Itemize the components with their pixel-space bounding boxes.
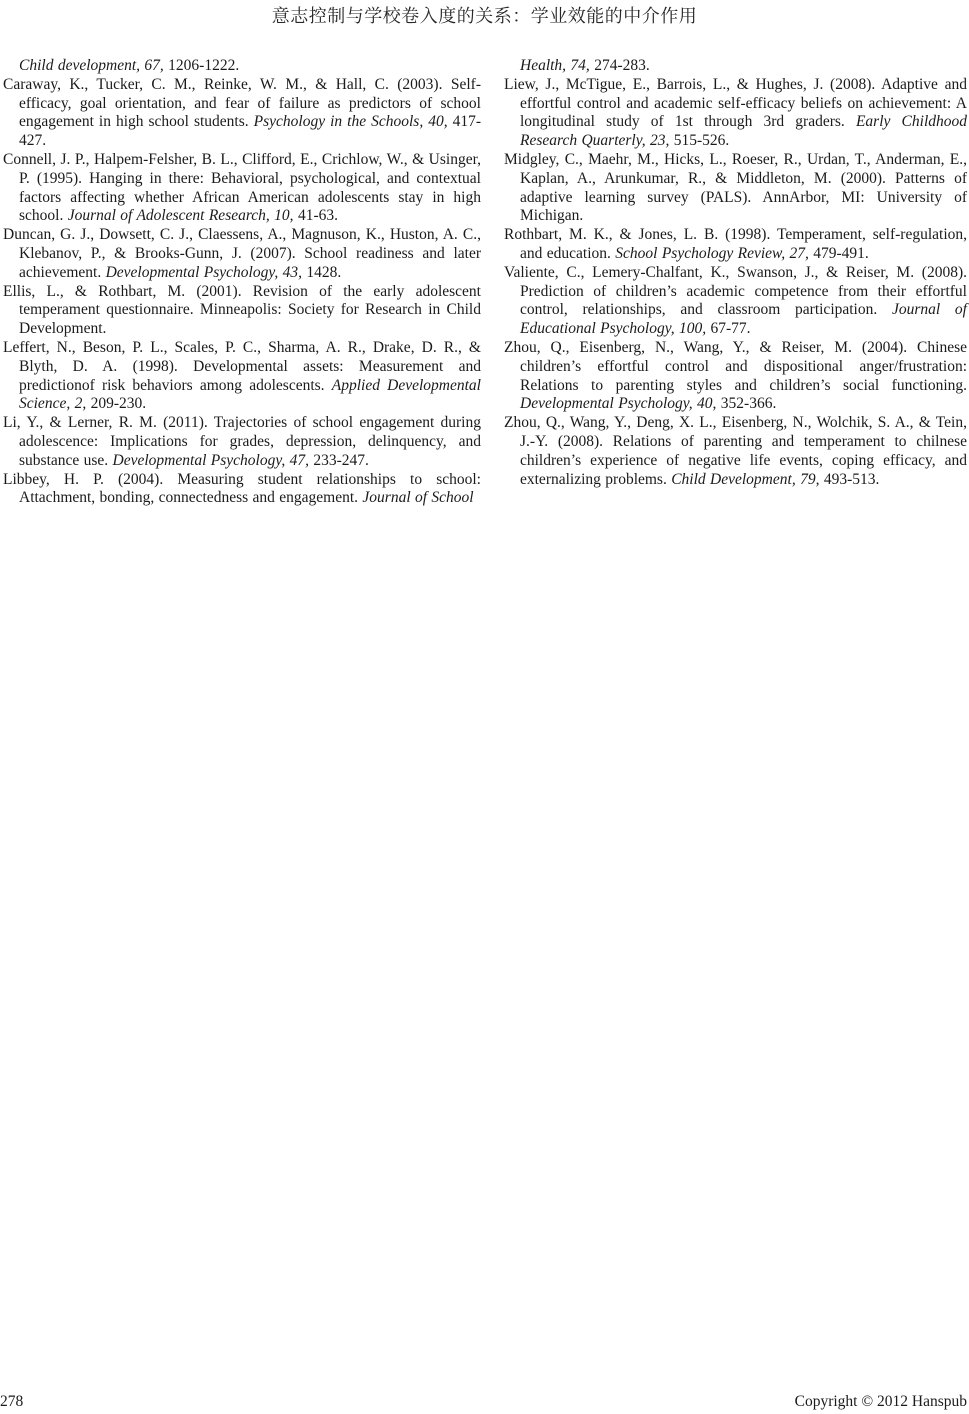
reference-text-segment: 479-491. — [813, 244, 869, 262]
reference-text-segment: Midgley, C., Maehr, M., Hicks, L., Roeser, R., Urdan, T., Anderman, E., Kaplan, A., Arunkumar, R., & Middleton, M. (2000). Patterns of adaptive learning survey (PALS). AnnArbor, MI: University of Michigan. — [504, 150, 967, 225]
reference-text-segment: 41-63. — [297, 207, 338, 225]
reference-journal-segment: Early Childhood Research Quarterly, 23, — [520, 113, 967, 150]
reference-journal-segment: Child Development, 79, — [671, 470, 824, 488]
reference-text-segment: Rothbart, M. K., & Jones, L. B. (1998). Temperament, self-regulation, and education. — [504, 226, 967, 262]
page-header-title: 意志控制与学校卷入度的关系：学业效能的中介作用 — [271, 6, 698, 26]
reference-journal-segment: Journal of Educational Psychology, 100, — [520, 301, 967, 338]
reference-text-segment: Valiente, C., Lemery-Chalfant, K., Swanson, J., & Reiser, M. (2008). Prediction of children’s academic competence from their effortful control, relationships, and classroom participation. — [504, 263, 967, 319]
reference-text-segment: 515-526. — [673, 132, 730, 150]
reference-entry — [3, 414, 481, 470]
reference-entry — [3, 283, 481, 339]
reference-entry — [3, 76, 481, 151]
reference-text-segment: Caraway, K., Tucker, C. M., Reinke, W. M., & Hall, C. (2003). Self-efficacy, goal orientation, and fear of failure as predictors of school engagement in high school students. — [3, 75, 481, 131]
reference-text-segment: 233-247. — [313, 451, 369, 469]
reference-journal-segment: Journal of Adolescent Research, 10, — [67, 207, 298, 225]
reference-journal-segment: Developmental Psychology, 47, — [112, 451, 314, 469]
reference-entry — [504, 414, 967, 489]
reference-text-segment: Leffert, N., Beson, P. L., Scales, P. C., Sharma, A. R., Drake, D. R., & Blyth, D. A. (1998). Developmental assets: Measurement and predictionof risk behaviors among adolescents. — [3, 338, 481, 394]
references-column-left — [3, 57, 481, 508]
reference-journal-segment: Psychology in the Schools, 40, — [253, 113, 453, 131]
reference-text-segment: 209-230. — [90, 395, 147, 413]
reference-entry — [3, 57, 481, 76]
reference-journal-segment: Child development, 67, — [19, 57, 169, 74]
reference-text-segment: 1206-1222. — [168, 57, 240, 74]
reference-entry — [504, 76, 967, 151]
references-section — [3, 57, 967, 508]
reference-text-segment: 67-77. — [710, 320, 751, 338]
reference-entry — [504, 57, 967, 76]
reference-text-segment: 274-283. — [594, 57, 650, 74]
reference-entry — [504, 226, 967, 264]
reference-text-segment: Zhou, Q., Wang, Y., Deng, X. L., Eisenberg, N., Wolchik, S. A., & Tein, J.-Y. (2008). Relations of parenting and temperament to chilnese children’s experience of negative life events, coping efficacy, and externalizing problems. — [504, 414, 967, 488]
reference-text-segment: Liew, J., McTigue, E., Barrois, L., & Hughes, J. (2008). Adaptive and effortful control and academic self-efficacy beliefs on achievement: A longitudinal study of 1st through 3rd graders. — [504, 75, 967, 131]
reference-text-segment: Zhou, Q., Eisenberg, N., Wang, Y., & Reiser, M. (2004). Chinese children’s effortful control and dispositional anger/frustration: Relations to parenting styles and children’s social functioning. — [504, 338, 967, 394]
references-column-right — [504, 57, 967, 489]
reference-entry — [504, 151, 967, 226]
reference-entry — [504, 264, 967, 339]
reference-text-segment: Li, Y., & Lerner, R. M. (2011). Trajectories of school engagement during adolescence: Implications for grades, depression, delinquency, and substance use. — [3, 414, 481, 469]
reference-journal-segment: Health, 74, — [520, 57, 595, 74]
reference-entry — [504, 339, 967, 414]
copyright-text: Copyright © 2012 Hanspub — [794, 1393, 967, 1410]
reference-text-segment: Connell, J. P., Halpem-Felsher, B. L., Clifford, E., Crichlow, W., & Usinger, P. (1995). Hanging in there: Behavioral, psychological, and contextual factors affecting whether African American adolescents stay in high school. — [3, 150, 481, 225]
reference-journal-segment: Applied Developmental Science, 2, — [19, 376, 481, 413]
reference-text-segment: Libbey, H. P. (2004). Measuring student relationships to school: Attachment, bonding, connectedness and engagement. — [3, 470, 481, 507]
reference-journal-segment: Journal of School — [362, 489, 474, 507]
reference-journal-segment: Developmental Psychology, 40, — [520, 395, 721, 413]
reference-journal-segment: School Psychology Review, 27, — [615, 244, 814, 262]
reference-entry — [3, 151, 481, 226]
reference-entry — [3, 339, 481, 414]
reference-entry — [3, 471, 481, 509]
reference-text-segment: 352-366. — [720, 395, 777, 413]
page-number: 278 — [0, 1393, 24, 1410]
reference-journal-segment: Developmental Psychology, 43, — [105, 263, 307, 281]
reference-text-segment: 417-427. — [19, 113, 481, 150]
reference-entry — [3, 226, 481, 282]
reference-text-segment: 1428. — [306, 263, 342, 281]
reference-text-segment: 493-513. — [823, 470, 880, 488]
reference-text-segment: Duncan, G. J., Dowsett, C. J., Claessens, A., Magnuson, K., Huston, A. C., Klebanov, P., & Brooks-Gunn, J. (2007). School readiness and later achievement. — [3, 226, 481, 281]
reference-text-segment: Ellis, L., & Rothbart, M. (2001). Revision of the early adolescent temperament questionnaire. Minneapolis: Society for Research in Child Development. — [3, 282, 481, 338]
